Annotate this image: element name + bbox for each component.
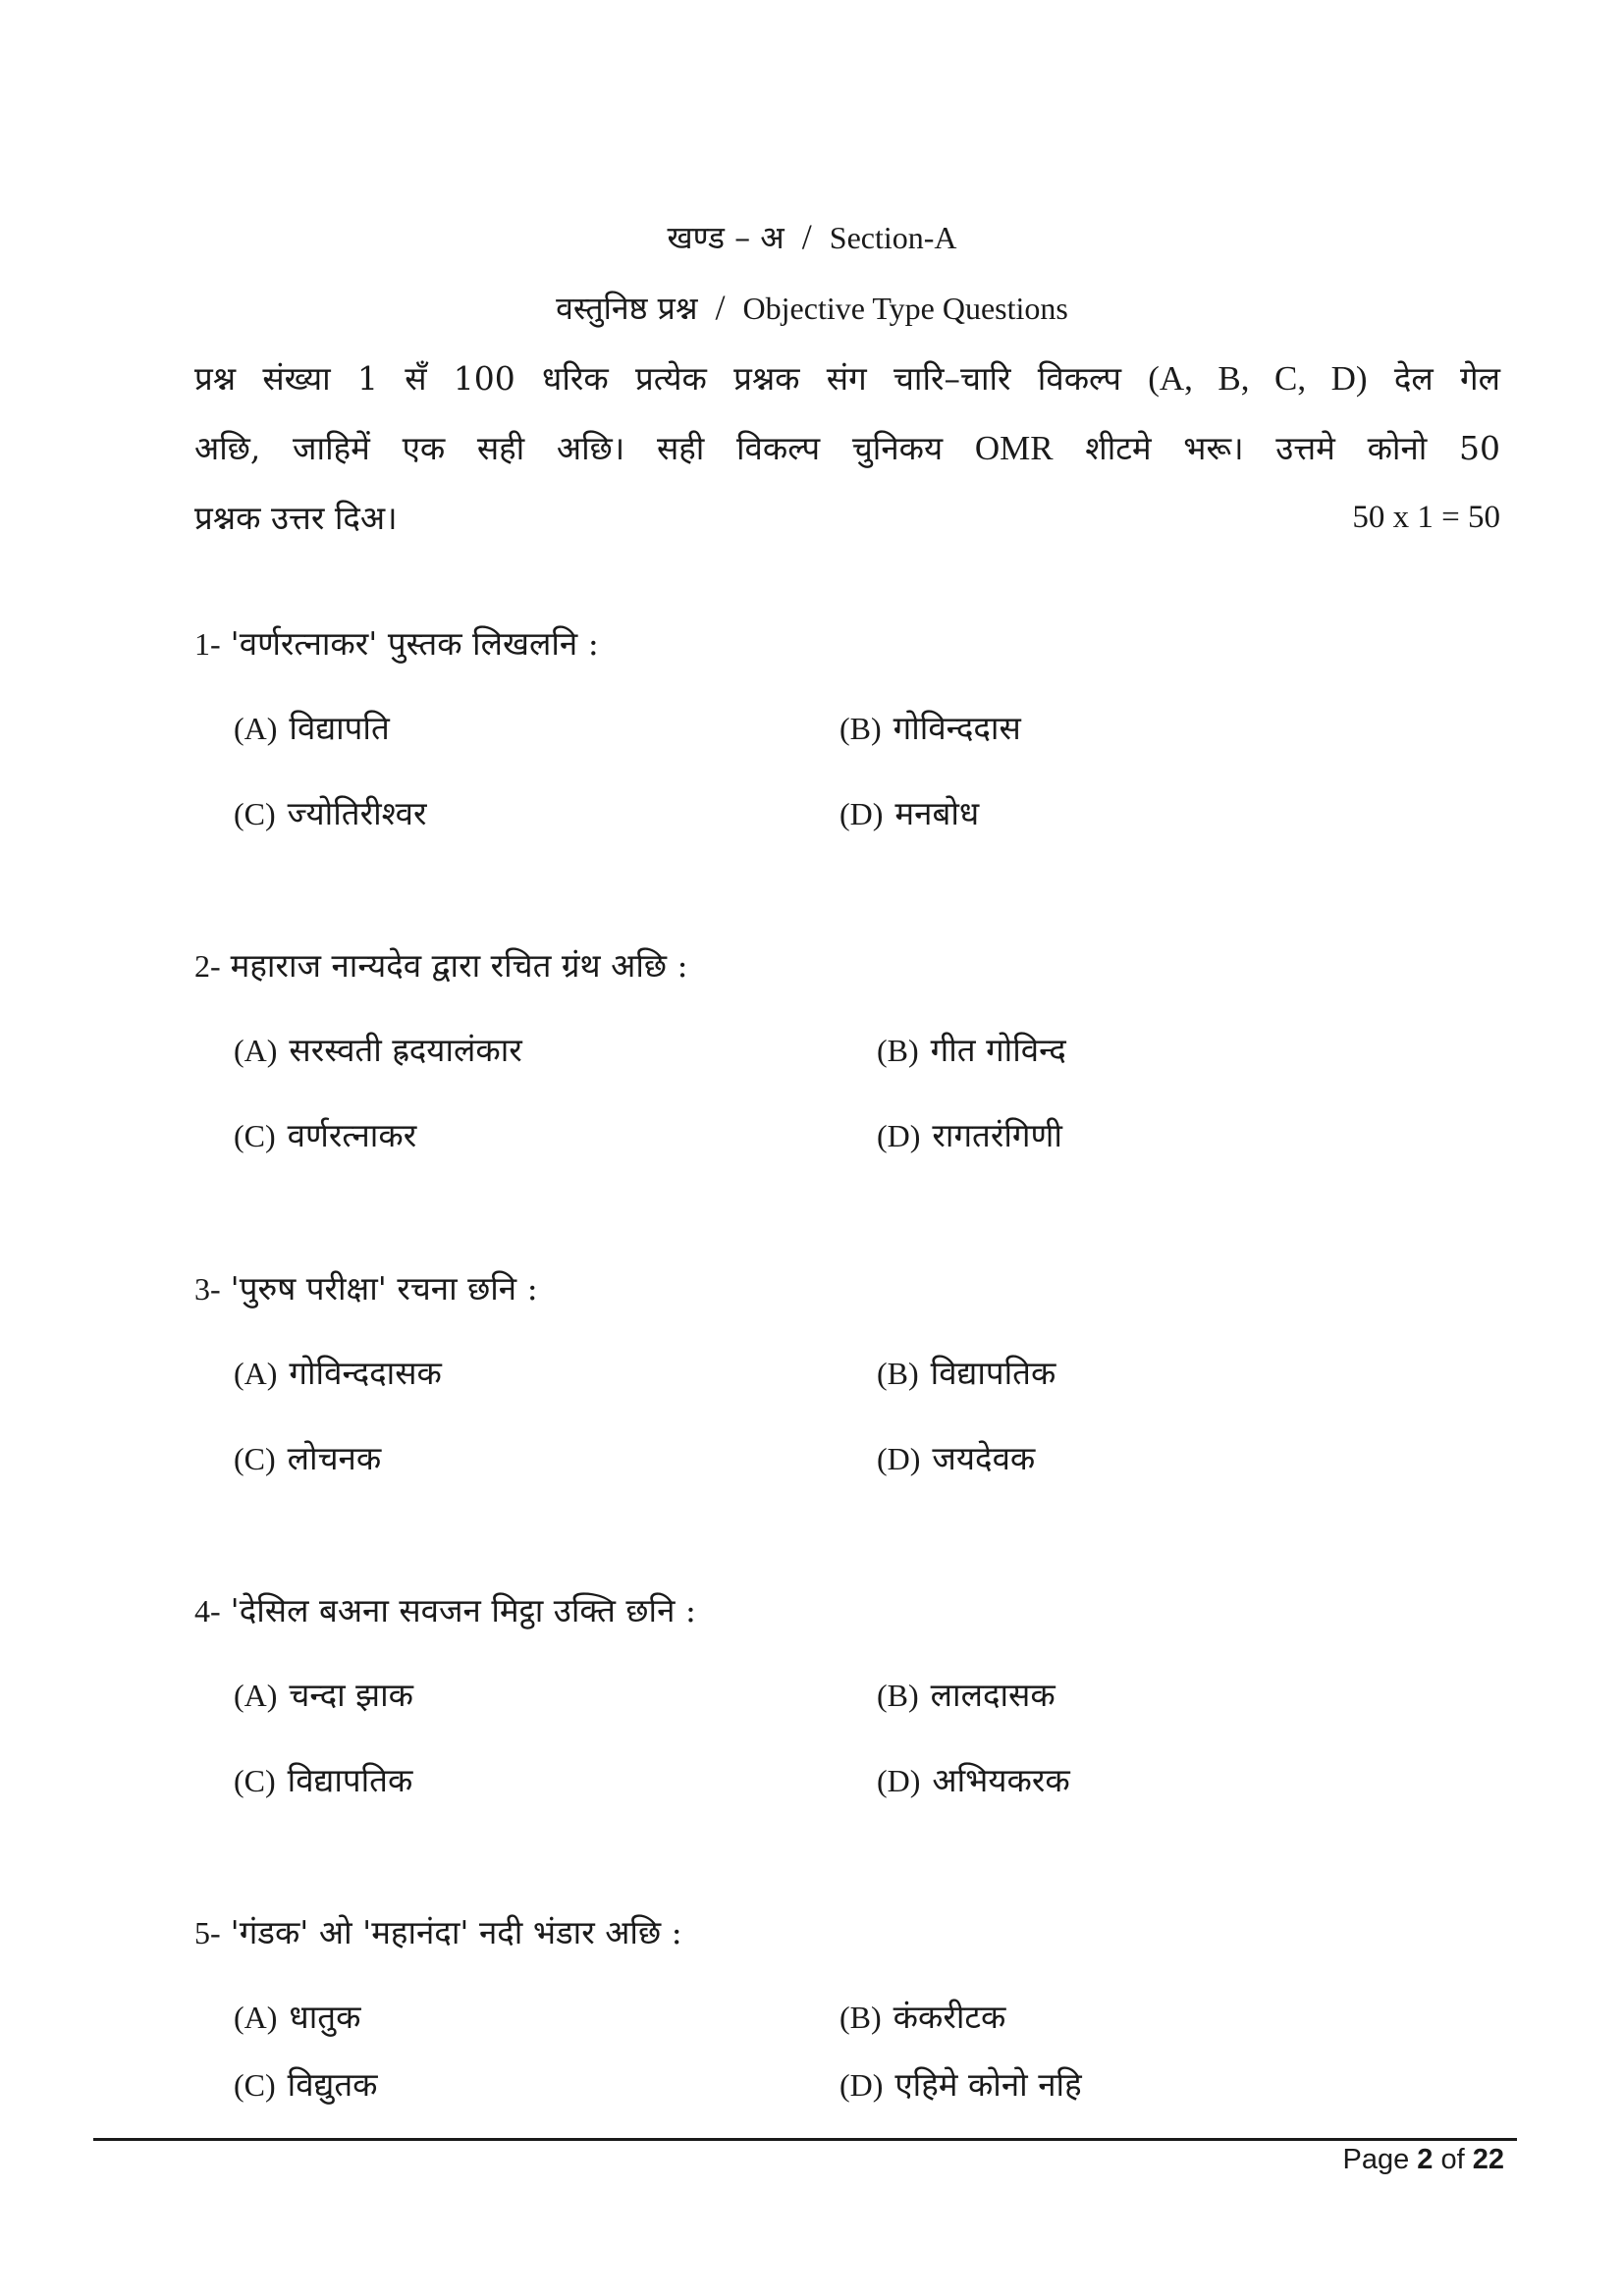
instructions-text-1a: प्रश्न संख्या 1 सँ 100 धरिक प्रत्येक प्रश्नक संग चारि–चारि विकल्प [194, 359, 1121, 398]
option-1b[interactable] [839, 705, 1021, 749]
option-2c[interactable] [234, 1112, 416, 1156]
section-heading [0, 216, 1624, 258]
option-text: कंकरीटक [893, 1998, 1006, 2036]
question-number: 2- [194, 948, 221, 984]
question-2 [194, 942, 688, 987]
option-text: विद्यापतिक [930, 1354, 1056, 1392]
option-2b[interactable] [877, 1027, 1066, 1071]
option-1a[interactable] [234, 705, 390, 749]
option-4d[interactable] [877, 1757, 1070, 1801]
instructions-text-1c: देल गेल [1393, 359, 1500, 398]
instructions-text-2a: अछि, जाहिमें एक सही अछि। सही विकल्प चुनिकय [194, 429, 944, 467]
option-4c[interactable] [234, 1757, 412, 1801]
option-text: रागतरंगिणी [932, 1116, 1062, 1154]
question-number: 1- [194, 626, 221, 662]
option-letter: (D) [877, 1118, 921, 1153]
question-text: महाराज नान्यदेव द्वारा रचित ग्रंथ अछि : [230, 946, 688, 985]
page-number [1342, 2144, 1504, 2176]
instructions-omr-label: OMR [974, 429, 1054, 467]
instructions-text-3: प्रश्नक उत्तर दिअ। [194, 499, 398, 537]
option-text: लोचनक [287, 1439, 382, 1477]
question-text: 'देसिल बअना सवजन मिट्ठा उक्ति छनि : [230, 1591, 696, 1629]
instructions-line-3 [194, 483, 1500, 553]
option-letter: (D) [877, 1763, 921, 1798]
question-type-separator: / [715, 288, 726, 327]
option-3c[interactable] [234, 1435, 381, 1479]
option-text: मनबोध [894, 794, 980, 832]
question-type-english: Objective Type Questions [742, 291, 1068, 326]
page-total: 22 [1472, 2144, 1504, 2175]
option-letter: (B) [839, 2000, 882, 2035]
question-text: 'गंडक' ओ 'महानंदा' नदी भंडार अछि : [230, 1913, 682, 1951]
question-text: 'पुरुष परीक्षा' रचना छनि : [230, 1269, 538, 1308]
option-text: सरस्वती ह्रदयालंकार [289, 1031, 522, 1069]
option-text: विद्यापतिक [287, 1761, 413, 1799]
option-letter: (A) [234, 1356, 278, 1391]
option-letter: (B) [877, 1033, 919, 1068]
option-5c[interactable] [234, 2061, 378, 2106]
page-current: 2 [1417, 2144, 1434, 2175]
instructions-line-1 [194, 344, 1500, 413]
section-heading-english: Section-A [829, 220, 957, 255]
option-text: गोविन्ददासक [289, 1354, 442, 1392]
option-letter: (C) [234, 1441, 276, 1476]
option-3a[interactable] [234, 1350, 442, 1394]
instructions-options-label: (A, B, C, D) [1148, 359, 1368, 398]
option-text: धातुक [289, 1998, 361, 2036]
question-5 [194, 1909, 682, 1953]
option-letter: (D) [877, 1441, 921, 1476]
option-1c[interactable] [234, 790, 427, 834]
option-3d[interactable] [877, 1435, 1035, 1479]
option-2d[interactable] [877, 1112, 1062, 1156]
question-number: 4- [194, 1593, 221, 1629]
option-letter: (B) [877, 1356, 919, 1391]
option-letter: (C) [234, 1763, 276, 1798]
option-text: एहिमे कोनो नहि [894, 2065, 1082, 2104]
option-letter: (C) [234, 796, 276, 831]
option-letter: (A) [234, 1678, 278, 1713]
instructions-text-2c: शीटमे भरू। उत्तमे कोनो 50 [1085, 429, 1501, 467]
question-1 [194, 620, 599, 665]
option-text: चन्दा झाक [289, 1676, 413, 1714]
option-text: विद्युतक [287, 2065, 378, 2104]
question-number: 5- [194, 1915, 221, 1950]
option-letter: (A) [234, 711, 278, 746]
option-5a[interactable] [234, 1994, 360, 2038]
option-letter: (C) [234, 2067, 276, 2103]
option-text: लालदासक [930, 1676, 1056, 1714]
option-text: गीत गोविन्द [930, 1031, 1066, 1069]
question-type-hindi: वस्तुनिष्ठ प्रश्न [556, 290, 698, 327]
option-text: विद्यापति [289, 709, 390, 747]
question-number: 3- [194, 1271, 221, 1307]
instructions-block [194, 344, 1500, 553]
footer-divider [93, 2138, 1517, 2141]
option-5d[interactable] [839, 2061, 1082, 2106]
option-text: वर्णरत्नाकर [287, 1116, 417, 1154]
option-5b[interactable] [839, 1994, 1005, 2038]
option-letter: (B) [877, 1678, 919, 1713]
option-letter: (A) [234, 1033, 278, 1068]
option-text: जयदेवक [932, 1439, 1036, 1477]
page-word: Page [1342, 2144, 1410, 2175]
option-letter: (C) [234, 1118, 276, 1153]
option-letter: (A) [234, 2000, 278, 2035]
heading-separator: / [801, 217, 812, 256]
option-text: अभियकरक [932, 1761, 1070, 1799]
option-2a[interactable] [234, 1027, 522, 1071]
option-4b[interactable] [877, 1672, 1056, 1716]
marks-label: 50 x 1 = 50 [1352, 500, 1500, 535]
question-3 [194, 1265, 538, 1309]
question-type-heading [0, 287, 1624, 329]
instructions-line-2 [194, 413, 1500, 483]
option-1d[interactable] [839, 790, 979, 834]
question-4 [194, 1587, 696, 1631]
option-text: गोविन्ददास [893, 709, 1021, 747]
option-letter: (B) [839, 711, 882, 746]
option-4a[interactable] [234, 1672, 413, 1716]
option-text: ज्योतिरीश्वर [287, 794, 427, 832]
question-text: 'वर्णरत्नाकर' पुस्तक लिखलनि : [230, 624, 599, 663]
option-letter: (D) [839, 796, 884, 831]
section-heading-hindi: खण्ड – अ [667, 219, 785, 256]
option-letter: (D) [839, 2067, 884, 2103]
option-3b[interactable] [877, 1350, 1056, 1394]
page-of: of [1440, 2144, 1465, 2175]
